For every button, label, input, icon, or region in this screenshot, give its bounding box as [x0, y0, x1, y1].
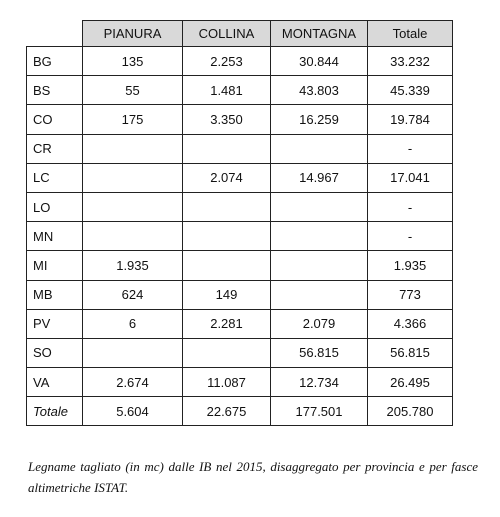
- province-cell: CR: [27, 134, 83, 163]
- province-cell: MB: [27, 280, 83, 309]
- montagna-cell: [271, 192, 368, 221]
- montagna-cell: 14.967: [271, 163, 368, 192]
- montagna-cell: [271, 280, 368, 309]
- collina-cell: [183, 222, 271, 251]
- header-pianura: PIANURA: [83, 21, 183, 47]
- province-cell: VA: [27, 368, 83, 397]
- timber-table: [26, 20, 453, 426]
- totale-cell: -: [368, 134, 453, 163]
- totale-cell: 56.815: [368, 338, 453, 367]
- table-row: [27, 134, 453, 163]
- table-row: [27, 368, 453, 397]
- totale-cell: 45.339: [368, 76, 453, 105]
- pianura-cell: [83, 222, 183, 251]
- timber-table-container: [26, 20, 452, 426]
- pianura-cell: 55: [83, 76, 183, 105]
- province-cell: MN: [27, 222, 83, 251]
- province-cell: LO: [27, 192, 83, 221]
- totale-cell: 17.041: [368, 163, 453, 192]
- table-row: [27, 280, 453, 309]
- table-row: [27, 309, 453, 338]
- table-row: [27, 251, 453, 280]
- header-blank-cell: [27, 21, 83, 47]
- totale-cell: -: [368, 222, 453, 251]
- montagna-cell: 16.259: [271, 105, 368, 134]
- montagna-cell: 12.734: [271, 368, 368, 397]
- pianura-cell: [83, 134, 183, 163]
- total-label-cell: Totale: [27, 397, 83, 426]
- montagna-cell: 2.079: [271, 309, 368, 338]
- collina-cell: 2.253: [183, 47, 271, 76]
- pianura-cell: [83, 338, 183, 367]
- province-cell: BG: [27, 47, 83, 76]
- province-cell: PV: [27, 309, 83, 338]
- collina-cell: [183, 251, 271, 280]
- pianura-cell: 6: [83, 309, 183, 338]
- table-row: [27, 192, 453, 221]
- province-cell: MI: [27, 251, 83, 280]
- montagna-cell: 30.844: [271, 47, 368, 76]
- montagna-cell: [271, 134, 368, 163]
- table-total-row: [27, 397, 453, 426]
- collina-cell: 3.350: [183, 105, 271, 134]
- totale-cell: 773: [368, 280, 453, 309]
- totale-cell: 1.935: [368, 251, 453, 280]
- collina-cell: 2.074: [183, 163, 271, 192]
- province-cell: BS: [27, 76, 83, 105]
- montagna-total-cell: 177.501: [271, 397, 368, 426]
- montagna-cell: 56.815: [271, 338, 368, 367]
- collina-cell: [183, 134, 271, 163]
- table-row: [27, 338, 453, 367]
- pianura-cell: 624: [83, 280, 183, 309]
- pianura-cell: 1.935: [83, 251, 183, 280]
- collina-cell: 149: [183, 280, 271, 309]
- table-header-row: [27, 21, 453, 47]
- montagna-cell: 43.803: [271, 76, 368, 105]
- montagna-cell: [271, 222, 368, 251]
- province-cell: SO: [27, 338, 83, 367]
- pianura-cell: 135: [83, 47, 183, 76]
- collina-cell: 2.281: [183, 309, 271, 338]
- province-cell: CO: [27, 105, 83, 134]
- totale-cell: 19.784: [368, 105, 453, 134]
- table-row: [27, 47, 453, 76]
- table-row: [27, 222, 453, 251]
- header-collina: COLLINA: [183, 21, 271, 47]
- collina-cell: [183, 338, 271, 367]
- collina-total-cell: 22.675: [183, 397, 271, 426]
- totale-cell: -: [368, 192, 453, 221]
- province-cell: LC: [27, 163, 83, 192]
- totale-cell: 4.366: [368, 309, 453, 338]
- table-row: [27, 163, 453, 192]
- header-totale: Totale: [368, 21, 453, 47]
- table-row: [27, 105, 453, 134]
- pianura-cell: 175: [83, 105, 183, 134]
- totale-cell: 26.495: [368, 368, 453, 397]
- grand-total-cell: 205.780: [368, 397, 453, 426]
- montagna-cell: [271, 251, 368, 280]
- collina-cell: 11.087: [183, 368, 271, 397]
- pianura-total-cell: 5.604: [83, 397, 183, 426]
- header-montagna: MONTAGNA: [271, 21, 368, 47]
- pianura-cell: [83, 192, 183, 221]
- totale-cell: 33.232: [368, 47, 453, 76]
- pianura-cell: 2.674: [83, 368, 183, 397]
- collina-cell: 1.481: [183, 76, 271, 105]
- table-row: [27, 76, 453, 105]
- table-caption: Legname tagliato (in mc) dalle IB nel 2015, disaggregato per provincia e per fasce altimetriche ISTAT.: [28, 459, 478, 495]
- collina-cell: [183, 192, 271, 221]
- pianura-cell: [83, 163, 183, 192]
